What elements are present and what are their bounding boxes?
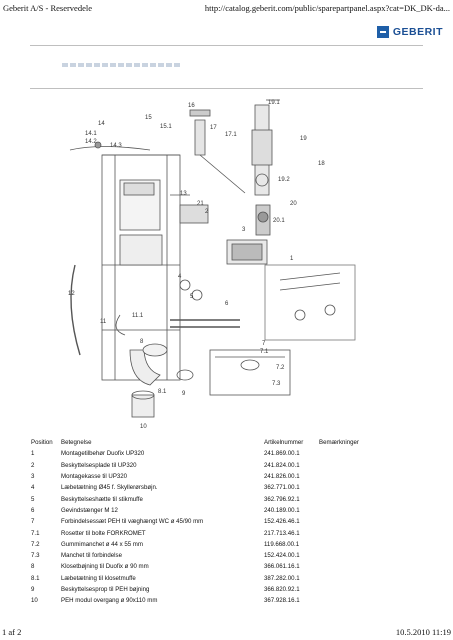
cell-artikelnummer: 366.820.92.1 [264, 586, 300, 593]
cell-position: 7 [31, 518, 35, 526]
label-13: 13 [180, 191, 187, 197]
cell-artikelnummer: 387.282.00.1 [264, 574, 300, 582]
label-18: 18 [318, 161, 325, 167]
label-20: 20 [290, 201, 297, 207]
cell-position: 9 [31, 586, 35, 593]
label-5: 5 [190, 294, 194, 300]
label-4: 4 [178, 274, 182, 280]
label-11.1: 11.1 [132, 313, 144, 319]
cell-bemaerkninger [319, 595, 431, 606]
label-8.1: 8.1 [158, 389, 167, 395]
spare-parts-table [31, 437, 431, 606]
label-19: 19 [300, 136, 307, 142]
cell-betegnelse: Manchet til forbindelse [61, 552, 122, 560]
cell-bemaerkninger [319, 550, 431, 561]
label-12: 12 [68, 291, 75, 297]
label-6: 6 [225, 301, 229, 307]
cell-bemaerkninger [319, 573, 431, 584]
geberit-logo[interactable] [377, 26, 443, 38]
cell-artikelnummer: 152.426.46.1 [264, 518, 300, 526]
label-17.1: 17.1 [225, 132, 237, 138]
label-11: 11 [100, 319, 107, 325]
cell-position: 4 [31, 484, 35, 492]
cell-artikelnummer: 241.824.00.1 [264, 461, 300, 469]
cell-betegnelse: Beskyttelseshætte til stikmuffe [61, 495, 143, 503]
table-row [31, 482, 431, 493]
label-16: 16 [188, 103, 195, 109]
page-header-title: Geberit A/S - Reservedele [3, 3, 92, 13]
cell-bemaerkninger [319, 539, 431, 550]
cell-position: 10 [31, 597, 38, 605]
label-8: 8 [140, 339, 144, 345]
label-15.1: 15.1 [160, 124, 172, 130]
col-position: Position [31, 439, 53, 447]
cell-position: 5 [31, 495, 35, 503]
label-19.2: 19.2 [278, 177, 290, 183]
cell-artikelnummer: 241.869.00.1 [264, 450, 300, 458]
cell-betegnelse: Læbetætning til klosetmuffe [61, 574, 136, 582]
cell-bemaerkninger [319, 527, 431, 538]
cell-position: 1 [31, 450, 35, 458]
cell-artikelnummer: 217.713.46.1 [264, 529, 300, 537]
label-7: 7 [262, 341, 266, 347]
cell-artikelnummer: 152.424.00.1 [264, 552, 300, 560]
cell-bemaerkninger [319, 460, 431, 471]
label-3: 3 [242, 227, 246, 233]
cell-position: 7.2 [31, 540, 40, 548]
col-bemaerkninger: Bemærkninger [319, 439, 359, 447]
page-header-url: http://catalog.geberit.com/public/sparepartpanel.aspx?cat=DK_DK-da... [204, 3, 450, 13]
print-timestamp: 10.5.2010 11:19 [395, 627, 451, 637]
exploded-parts-diagram [40, 95, 360, 430]
cell-bemaerkninger [319, 505, 431, 516]
label-14.1: 14.1 [85, 131, 97, 137]
table-row [31, 460, 431, 471]
cell-betegnelse: Læbetætning Ø45 f. Skyllerørsbøjn. [61, 484, 158, 492]
label-14: 14 [98, 121, 105, 127]
geberit-logo-mark-icon [377, 26, 389, 38]
cell-betegnelse: Montagekasse til UP320 [61, 473, 128, 481]
cell-position: 3 [31, 473, 35, 481]
page-number: 1 af 2 [2, 627, 22, 637]
diagram-divider [30, 88, 423, 89]
label-21: 21 [197, 201, 204, 207]
label-20.1: 20.1 [273, 218, 285, 224]
cell-artikelnummer: 362.771.00.1 [264, 484, 300, 492]
cell-betegnelse: Beskyttelsesplade til UP320 [61, 461, 137, 469]
cell-betegnelse: Rosetter til bolte FORKROMET [61, 529, 146, 537]
col-betegnelse: Betegnelse [61, 439, 92, 447]
cell-position: 2 [31, 461, 35, 469]
table-row [31, 584, 431, 595]
cell-position: 6 [31, 506, 35, 514]
faint-section-title [62, 63, 180, 67]
table-row [31, 573, 431, 584]
table-row [31, 505, 431, 516]
label-10: 10 [140, 424, 147, 430]
label-2: 2 [205, 209, 209, 215]
label-15: 15 [145, 115, 152, 121]
cell-position: 8.1 [31, 574, 40, 582]
table-row [31, 493, 431, 504]
label-14.3: 14.3 [110, 143, 122, 149]
cell-position: 8 [31, 563, 35, 571]
cell-position: 7.1 [31, 529, 40, 537]
cell-betegnelse: Montagetilbehør Duofix UP320 [61, 450, 145, 458]
table-row [31, 471, 431, 482]
cell-artikelnummer: 367.928.16.1 [264, 597, 300, 605]
geberit-logo-wordmark: GEBERIT [392, 26, 443, 38]
label-7.2: 7.2 [276, 365, 285, 371]
cell-bemaerkninger [319, 516, 431, 527]
top-divider [30, 45, 423, 46]
cell-bemaerkninger [319, 584, 431, 595]
cell-bemaerkninger [319, 493, 431, 504]
label-9: 9 [182, 391, 186, 397]
cell-artikelnummer: 119.668.00.1 [264, 540, 300, 548]
table-row [31, 595, 431, 606]
table-row [31, 527, 431, 538]
table-row [31, 539, 431, 550]
cell-bemaerkninger [319, 482, 431, 493]
cell-artikelnummer: 362.796.92.1 [264, 495, 300, 503]
cell-betegnelse: Gummimanchet ø 44 x 55 mm [61, 540, 143, 548]
table-row [31, 516, 431, 527]
table-row [31, 561, 431, 572]
cell-artikelnummer: 240.189.00.1 [264, 506, 300, 514]
cell-bemaerkninger [319, 448, 431, 459]
cell-bemaerkninger [319, 561, 431, 572]
cell-betegnelse: Beskyttelsesprop til PEH bøjning [61, 586, 150, 593]
cell-artikelnummer: 366.061.16.1 [264, 563, 300, 571]
cell-betegnelse: Gevindstænger M 12 [61, 506, 118, 514]
label-7.1: 7.1 [260, 349, 269, 355]
table-row [31, 448, 431, 459]
label-7.3: 7.3 [272, 381, 281, 387]
cell-betegnelse: Klosetbøjning til Duofix ø 90 mm [61, 563, 149, 571]
cell-betegnelse: Forbindelsessæt PEH til væghængt WC ø 45/90 mm [61, 518, 204, 526]
cell-artikelnummer: 241.826.00.1 [264, 473, 300, 481]
label-17: 17 [210, 125, 217, 131]
label-14.2: 14.2 [85, 139, 97, 145]
cell-position: 7.3 [31, 552, 40, 560]
table-row [31, 550, 431, 561]
cell-betegnelse: PEH modul overgang ø 90x110 mm [61, 597, 158, 605]
label-1: 1 [290, 256, 294, 262]
table-header-row [31, 437, 431, 448]
col-artikelnummer: Artikelnummer [264, 439, 304, 447]
cell-bemaerkninger [319, 471, 431, 482]
label-19.1: 19.1 [268, 100, 280, 106]
